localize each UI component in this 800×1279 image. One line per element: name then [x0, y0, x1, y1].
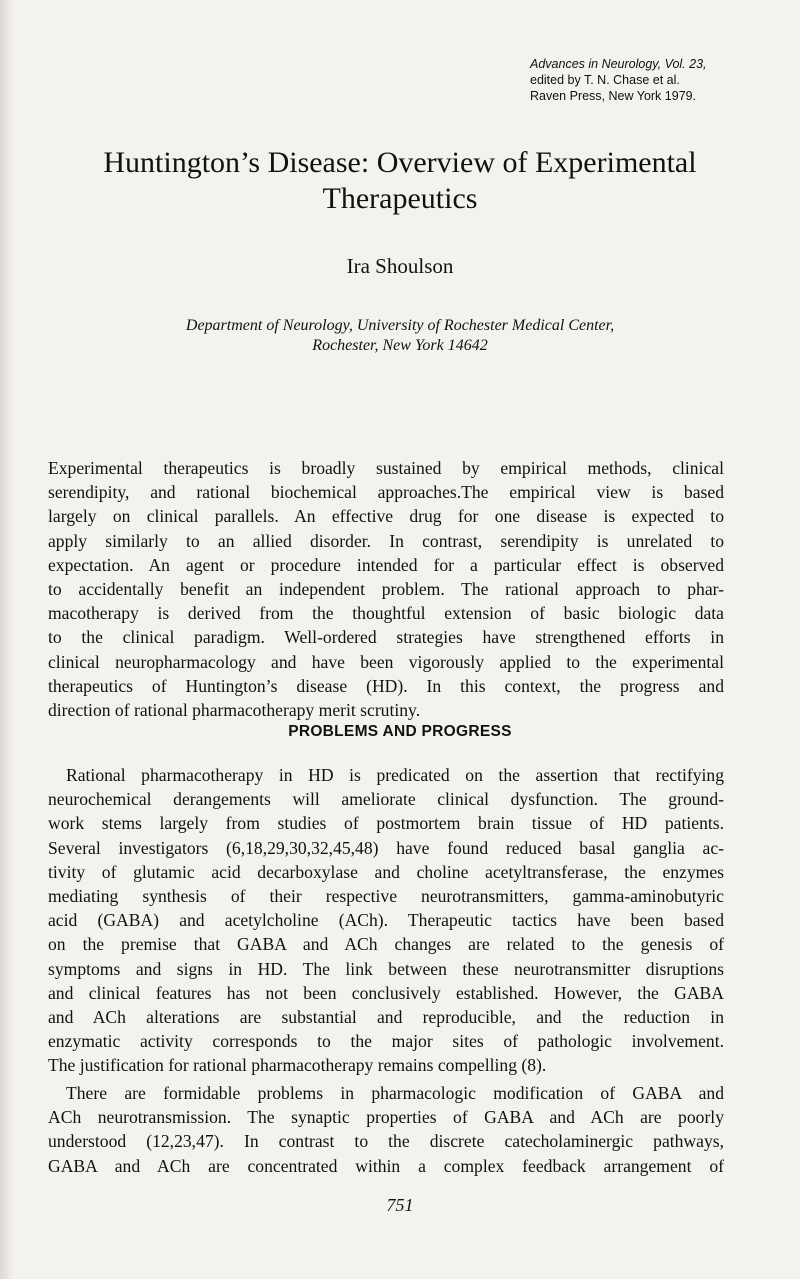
text-line: clinical neuropharmacology and have been vigorously applied to the experimental	[48, 651, 724, 672]
text-line: acid (GABA) and acetylcholine (ACh). Therapeutic tactics have been based	[48, 910, 724, 931]
affiliation-line1: Department of Neurology, University of Rochester Medical Center,	[185, 317, 615, 334]
text-line: largely on clinical parallels. An effective drug for one disease is expected to	[48, 506, 724, 527]
text-line: on the premise that GABA and ACh changes are related to the genesis of	[48, 934, 724, 955]
body-paragraph	[48, 1081, 724, 1178]
text-line: neurochemical derangements will ameliorate clinical dysfunction. The ground-	[48, 789, 724, 810]
article-title-line2: Therapeutics	[322, 182, 478, 215]
text-line: apply similarly to an allied disorder. In contrast, serendipity is unrelated to	[48, 530, 724, 551]
citation-editors: edited by T. N. Chase et al.	[530, 73, 680, 87]
text-line: and ACh alterations are substantial and reproducible, and the reduction in	[48, 1006, 724, 1027]
body-paragraph	[48, 763, 724, 1077]
citation-block	[530, 56, 780, 104]
citation-journal: Advances in Neurology, Vol. 23,	[530, 57, 707, 71]
article-title	[40, 145, 760, 217]
text-line: therapeutics of Huntington’s disease (HD). In this context, the progress and	[48, 675, 724, 696]
text-line: to the clinical paradigm. Well-ordered strategies have strengthened efforts in	[48, 627, 724, 648]
text-line: Rational pharmacotherapy in HD is predicated on the assertion that rectifying	[66, 765, 724, 785]
author-affiliation	[40, 316, 760, 356]
text-line: tivity of glutamic acid decarboxylase and choline acetyltransferase, the enzymes	[48, 861, 724, 882]
text-line: and clinical features has not been conclusively established. However, the GABA	[48, 982, 724, 1003]
text-line: The justification for rational pharmacotherapy remains compelling (8).	[48, 1055, 547, 1076]
text-line: Experimental therapeutics is broadly sustained by empirical methods, clinical	[48, 458, 724, 478]
text-line: Several investigators (6,18,29,30,32,45,48) have found reduced basal ganglia ac-	[48, 837, 724, 858]
page-number: 751	[386, 1195, 414, 1215]
citation-publisher: Raven Press, New York 1979.	[530, 89, 697, 103]
article-title-line1: Huntington’s Disease: Overview of Experimental	[103, 146, 697, 179]
text-line: direction of rational pharmacotherapy merit scrutiny.	[48, 699, 421, 720]
text-line: expectation. An agent or procedure intended for a particular effect is observed	[48, 554, 724, 575]
text-line: understood (12,23,47). In contrast to the discrete catecholaminergic pathways,	[48, 1131, 724, 1152]
text-line: macotherapy is derived from the thoughtful extension of basic biologic data	[48, 603, 724, 624]
text-line: enzymatic activity corresponds to the major sites of pathologic involvement.	[48, 1031, 724, 1052]
author-name: Ira Shoulson	[346, 254, 454, 278]
abstract-paragraph	[48, 456, 724, 722]
text-line: ACh neurotransmission. The synaptic properties of GABA and ACh are poorly	[48, 1107, 724, 1128]
text-line: symptoms and signs in HD. The link between these neurotransmitter disruptions	[48, 958, 724, 979]
text-line: GABA and ACh are concentrated within a complex feedback arrangement of	[48, 1155, 724, 1176]
text-line: serendipity, and rational biochemical approaches.The empirical view is based	[48, 482, 724, 503]
text-line: mediating synthesis of their respective neurotransmitters, gamma-aminobutyric	[48, 885, 724, 906]
affiliation-line2: Rochester, New York 14642	[312, 337, 488, 354]
text-line: work stems largely from studies of postmortem brain tissue of HD patients.	[48, 813, 724, 834]
text-line: to accidentally benefit an independent problem. The rational approach to phar-	[48, 578, 724, 599]
section-heading: PROBLEMS AND PROGRESS	[288, 723, 512, 740]
page-spine-shadow	[0, 0, 14, 1279]
text-line: There are formidable problems in pharmacologic modification of GABA and	[66, 1083, 724, 1103]
